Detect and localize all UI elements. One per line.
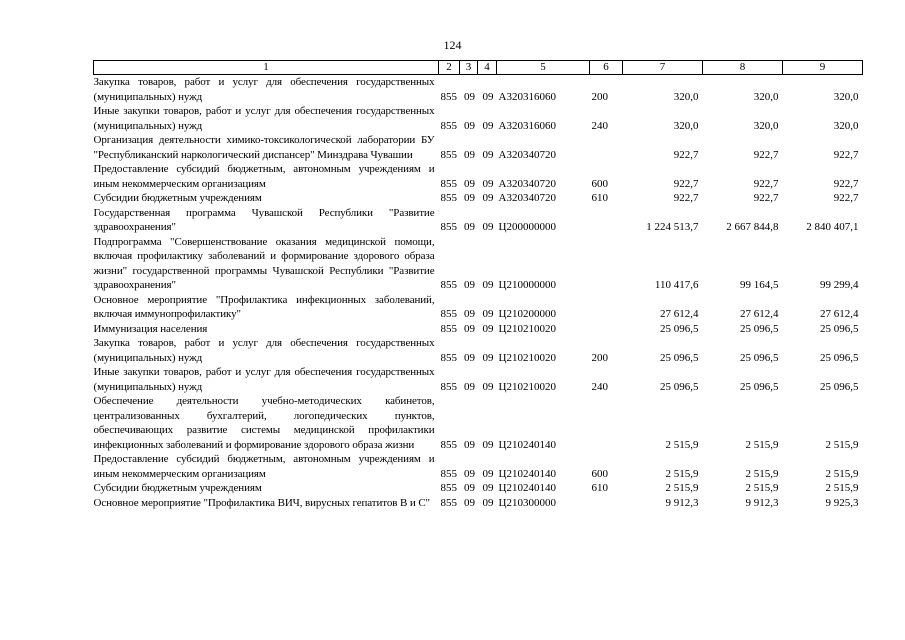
section-code: 09 [464,351,475,364]
amount-col9: 25 096,5 [820,380,859,393]
table-header-row [94,61,863,75]
amount-col9: 2 515,9 [825,467,859,480]
row-name: Субсидии бюджетным учреждениям [93,482,262,494]
admin-code: 855 [440,90,457,103]
section-code: 09 [464,148,475,161]
expense-type-code: 240 [591,380,608,393]
subsection-code: 09 [482,90,494,103]
section-code: 09 [464,192,475,204]
subsection-code: 09 [482,496,494,509]
admin-code: 855 [440,119,457,132]
subsection-code: 09 [482,192,494,204]
amount-col9: 27 612,4 [820,308,859,320]
admin-code: 855 [440,221,457,233]
table-row [94,75,863,105]
expense-type-code [590,206,623,235]
amount-col8: 320,0 [753,90,779,103]
section-code: 09 [464,496,475,509]
table-row [94,206,863,235]
row-name: Закупка товаров, работ и услуг для обеспечения государственных (муниципальных) нужд [93,76,435,103]
target-article-code: А320340720 [498,192,556,204]
column-header: 2 [439,61,460,75]
admin-code: 855 [440,351,457,364]
column-header: 4 [478,61,497,75]
amount-col8: 2 515,9 [745,467,779,480]
subsection-code: 09 [482,351,494,364]
table-row [94,394,863,452]
amount-col7: 320,0 [673,119,699,132]
admin-code: 855 [440,482,457,494]
amount-col9: 320,0 [833,90,859,103]
admin-code: 855 [440,438,457,451]
amount-col8: 922,7 [753,148,779,161]
section-code: 09 [464,90,475,103]
expense-type-code: 200 [591,351,608,364]
row-name: Предоставление субсидий бюджетным, автономным учреждениям и иным некоммерческим организациям [93,453,435,480]
target-article-code: Ц210210020 [498,322,556,335]
section-code: 09 [464,279,475,291]
expense-type-code [590,394,623,452]
expense-type-code: 610 [591,482,608,494]
target-article-code: Ц210240140 [498,467,556,480]
row-name: Субсидии бюджетным учреждениям [93,192,262,204]
expense-type-code [590,496,623,511]
amount-col8: 2 515,9 [745,482,779,494]
amount-col9: 2 515,9 [825,438,859,451]
amount-col8: 922,7 [753,177,779,190]
section-code: 09 [464,308,475,320]
admin-code: 855 [440,177,457,190]
subsection-code: 09 [482,279,494,291]
subsection-code: 09 [482,380,494,393]
table-row [94,336,863,365]
admin-code: 855 [440,148,457,161]
row-name: Организация деятельности химико-токсикологической лаборатории БУ "Республиканский наркологический диспансер" Минздрава Чувашии [93,134,435,161]
amount-col8: 27 612,4 [740,308,779,320]
column-header: 9 [783,61,863,75]
page-number: 124 [443,38,462,52]
amount-col7: 9 912,3 [665,496,699,509]
row-name: Иммунизация населения [93,322,208,335]
row-name: Предоставление субсидий бюджетным, автономным учреждениям и иным некоммерческим организациям [93,163,435,190]
amount-col8: 99 164,5 [740,279,779,291]
subsection-code: 09 [482,322,494,335]
column-header: 3 [460,61,478,75]
amount-col8: 25 096,5 [740,351,779,364]
subsection-code: 09 [482,308,494,320]
row-name: Подпрограмма "Совершенствование оказания медицинской помощи, включая профилактику заболеваний и формирование здорового образа жизни" государственной программы Чувашской Республики "Развитие здравоохранения" [93,235,435,291]
amount-col9: 2 840 407,1 [806,221,859,233]
row-name: Государственная программа Чувашской Республики "Развитие здравоохранения" [93,206,435,233]
target-article-code: Ц210300000 [498,496,556,509]
target-article-code: А320316060 [498,90,556,103]
target-article-code: Ц210210020 [498,380,556,393]
amount-col8: 2 667 844,8 [726,221,779,233]
column-header: 5 [497,61,590,75]
section-code: 09 [464,177,475,190]
table-row [94,496,863,511]
subsection-code: 09 [482,221,494,233]
section-code: 09 [464,482,475,494]
amount-col8: 2 515,9 [745,438,779,451]
budget-table [93,60,863,510]
admin-code: 855 [440,322,457,335]
section-code: 09 [464,119,475,132]
amount-col9: 922,7 [833,177,859,190]
amount-col9: 320,0 [833,119,859,132]
table-row [94,481,863,496]
amount-col8: 9 912,3 [745,496,779,509]
amount-col7: 2 515,9 [665,467,699,480]
row-name: Иные закупки товаров, работ и услуг для обеспечения государственных (муниципальных) нужд [93,366,435,393]
section-code: 09 [464,438,475,451]
target-article-code: Ц210000000 [498,279,556,291]
table-row [94,235,863,293]
subsection-code: 09 [482,148,494,161]
column-header: 8 [703,61,783,75]
admin-code: 855 [440,279,457,291]
amount-col7: 2 515,9 [665,482,699,494]
table-row [94,104,863,133]
amount-col7: 25 096,5 [660,351,699,364]
target-article-code: Ц210210020 [498,351,556,364]
column-header: 7 [623,61,703,75]
table-row [94,452,863,481]
table-row [94,191,863,206]
table-row [94,162,863,191]
table-row [94,365,863,394]
table-row [94,322,863,337]
expense-type-code [590,293,623,322]
subsection-code: 09 [482,482,494,494]
target-article-code: Ц210240140 [498,482,556,494]
amount-col7: 922,7 [673,192,699,204]
amount-col7: 27 612,4 [660,308,699,320]
row-name: Закупка товаров, работ и услуг для обеспечения государственных (муниципальных) нужд [93,337,435,364]
table-row [94,133,863,162]
target-article-code: Ц200000000 [498,221,556,233]
expense-type-code: 200 [591,90,608,103]
target-article-code: А320340720 [498,148,556,161]
section-code: 09 [464,380,475,393]
column-header: 1 [94,61,439,75]
row-name: Основное мероприятие "Профилактика ВИЧ, вирусных гепатитов В и С" [93,496,430,509]
admin-code: 855 [440,496,457,509]
amount-col9: 9 925,3 [825,496,859,509]
amount-col7: 25 096,5 [660,322,699,335]
amount-col7: 320,0 [673,90,699,103]
amount-col9: 25 096,5 [820,351,859,364]
expense-type-code: 240 [591,119,608,132]
subsection-code: 09 [482,177,494,190]
amount-col9: 922,7 [833,148,859,161]
target-article-code: Ц210240140 [498,438,556,451]
column-header: 6 [590,61,623,75]
row-name: Основное мероприятие "Профилактика инфекционных заболеваний, включая иммунопрофилактику" [93,293,435,320]
amount-col8: 25 096,5 [740,380,779,393]
admin-code: 855 [440,467,457,480]
expense-type-code [590,235,623,293]
expense-type-code [590,322,623,337]
amount-col7: 110 417,6 [654,279,699,291]
amount-col9: 2 515,9 [825,482,859,494]
row-name: Обеспечение деятельности учебно-методических кабинетов, централизованных бухгалтерий, логопедических пунктов, обеспечивающих развитие системы медицинской профилактики инфекционных заболеваний и формирование здорового образа жизни [93,395,435,451]
target-article-code: А320340720 [498,177,556,190]
admin-code: 855 [440,380,457,393]
target-article-code: А320316060 [498,119,556,132]
subsection-code: 09 [482,467,494,480]
expense-type-code: 610 [591,192,608,204]
expense-type-code: 600 [591,467,608,480]
expense-type-code: 600 [591,177,608,190]
section-code: 09 [464,467,475,480]
amount-col8: 25 096,5 [740,322,779,335]
subsection-code: 09 [482,119,494,132]
expense-type-code [590,133,623,162]
amount-col9: 922,7 [833,192,859,204]
amount-col8: 320,0 [753,119,779,132]
amount-col7: 1 224 513,7 [646,221,699,233]
admin-code: 855 [440,192,457,204]
amount-col9: 99 299,4 [820,279,859,291]
amount-col7: 922,7 [673,148,699,161]
section-code: 09 [464,221,475,233]
amount-col8: 922,7 [753,192,779,204]
target-article-code: Ц210200000 [498,308,556,320]
table-row [94,293,863,322]
row-name: Иные закупки товаров, работ и услуг для обеспечения государственных (муниципальных) нужд [93,105,435,132]
amount-col9: 25 096,5 [820,322,859,335]
admin-code: 855 [440,308,457,320]
amount-col7: 25 096,5 [660,380,699,393]
section-code: 09 [464,322,475,335]
amount-col7: 922,7 [673,177,699,190]
subsection-code: 09 [482,438,494,451]
amount-col7: 2 515,9 [665,438,699,451]
